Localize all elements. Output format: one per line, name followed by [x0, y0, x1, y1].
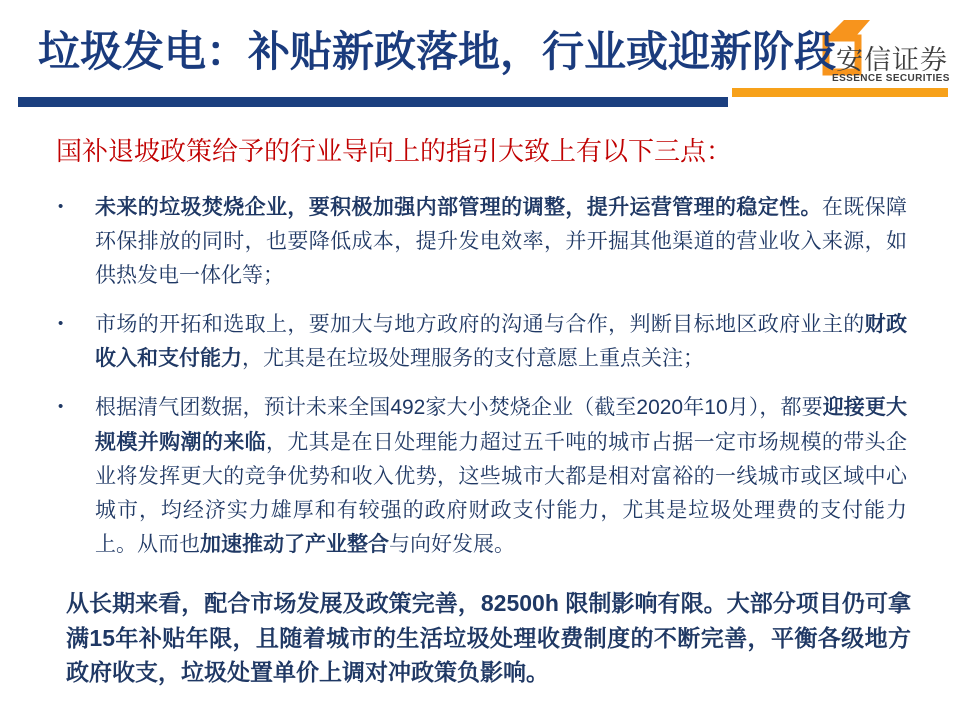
bullet-text [95, 190, 907, 292]
text-run: 市场的开拓和选取上，要加大与地方政府的沟通与合作，判断目标地区政府业主的 [95, 312, 865, 336]
text-run: 2020 [636, 396, 684, 419]
summary-paragraph [66, 586, 911, 690]
text-run: 在既保障环保排放的同时，也要降低成本，提升发电效率，并开掘其他渠道的营业收入来源，如供热发电一体化等； [95, 195, 908, 287]
text-run: ，尤其是在垃圾处理服务的支付意愿上重点关注； [242, 346, 704, 370]
text-run: 492 [390, 396, 426, 419]
text-run: 家大小焚烧企业（截至 [425, 395, 637, 419]
title-divider-orange [732, 88, 948, 97]
text-run: 加速推动了产业整合 [200, 532, 389, 556]
text-run: 10 [704, 396, 728, 419]
text-run: 与向好发展。 [389, 532, 515, 556]
text-run: 年 [683, 395, 705, 419]
page-title: 垃圾发电：补贴新政落地，行业或迎新阶段 [38, 28, 837, 75]
bullet-text [95, 390, 907, 561]
text-run: 从长期来看，配合市场发展及政策完善， [66, 591, 481, 616]
text-run: 根据清气团数据，预计未来全国 [95, 395, 391, 419]
logo-en-text: ESSENCE SECURITIES [832, 73, 950, 84]
bullet-text [95, 307, 907, 375]
bullet-item [58, 307, 910, 375]
text-run: 82500h [480, 590, 566, 616]
text-run: 未来的垃圾焚烧企业，要积极加强内部管理的调整，提升运营管理的稳定性。 [95, 195, 822, 219]
text-run: 财政收入和支付能力 [95, 312, 908, 370]
logo-cn-text: 安信证券 [836, 45, 948, 75]
text-run: ，尤其是在日处理能力超过五千吨的城市占据一定市场规模的带头企业将发挥更大的竞争优势和收入优势，这些城市大都是相对富裕的一线城市或区域中心城市，均经济实力雄厚和有较强的政府财政支付能力，尤其是垃圾处理费的支付能力上。从而也 [95, 430, 908, 556]
title-divider-blue [18, 97, 728, 107]
bullet-marker: • [58, 398, 64, 415]
bullet-item [58, 190, 910, 292]
text-run: 年补贴年限，且随着城市的生活垃圾处理收费制度的不断完善，平衡各级地方政府收支，垃圾处置单价上调对冲政策负影响。 [66, 626, 912, 685]
text-run: 月），都要 [727, 395, 823, 419]
text-run: 15 [89, 625, 116, 651]
bullet-list [58, 190, 910, 576]
bullet-item [58, 390, 910, 561]
text-run: 迎接更大规模并购潮的来临 [95, 395, 907, 454]
bullet-marker: • [58, 315, 64, 332]
bullet-marker: • [58, 198, 64, 215]
text-run: 限制影响有限。大部分项目仍可拿满 [66, 591, 912, 651]
intro-heading: 国补退坡政策给予的行业导向上的指引大致上有以下三点： [56, 137, 733, 166]
